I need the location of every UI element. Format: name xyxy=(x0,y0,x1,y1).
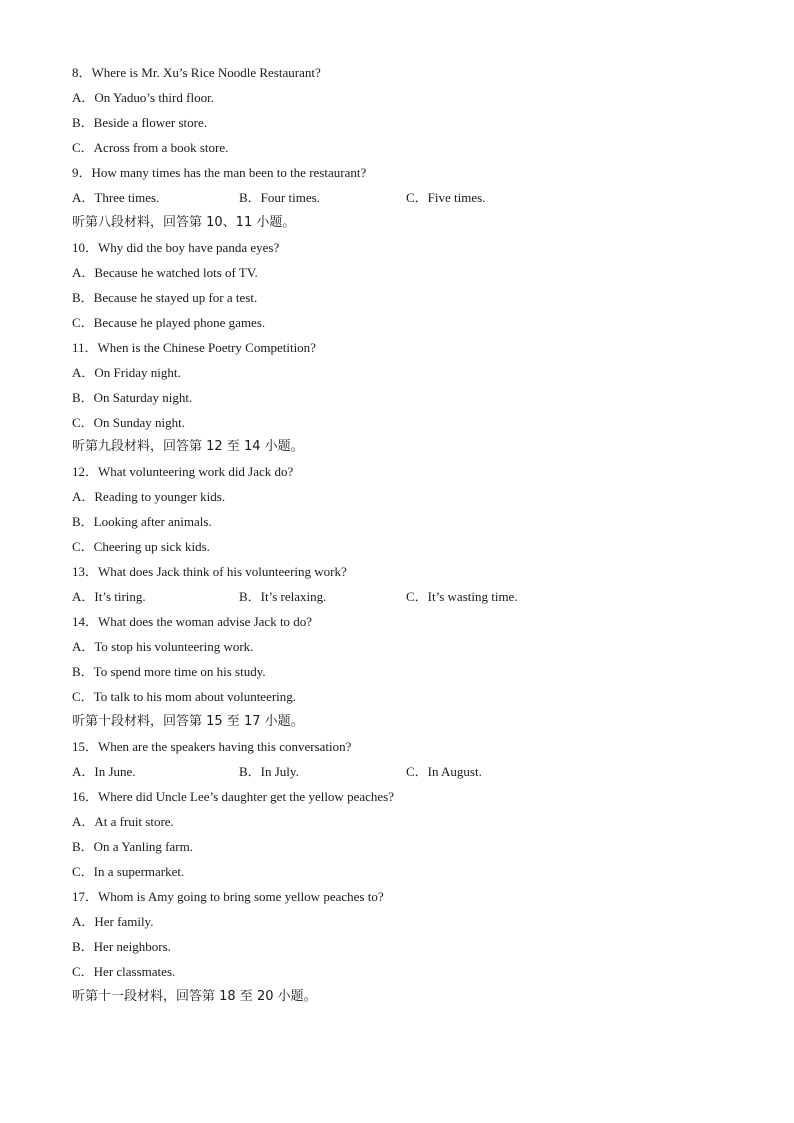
option-17a: A．Her family. xyxy=(72,914,154,929)
question-10: 10．Why did the boy have panda eyes? xyxy=(72,240,280,255)
option-13b: B．It’s relaxing. xyxy=(239,589,327,604)
section-heading-8: 听第八段材料，回答第 10、11 小题。 xyxy=(72,215,296,230)
section-heading-10: 听第十段材料，回答第 15 至 17 小题。 xyxy=(72,714,304,729)
option-12b: B．Looking after animals. xyxy=(72,514,212,529)
option-10a: A．Because he watched lots of TV. xyxy=(72,265,258,280)
option-12c: C．Cheering up sick kids. xyxy=(72,539,210,554)
section-heading-11: 听第十一段材料，回答第 18 至 20 小题。 xyxy=(72,989,317,1004)
question-16: 16．Where did Uncle Lee’s daughter get the yellow peaches? xyxy=(72,789,394,804)
option-9a: A．Three times. xyxy=(72,190,160,205)
options-row-15 xyxy=(72,762,672,782)
question-13: 13．What does Jack think of his volunteering work? xyxy=(72,564,347,579)
options-row-9 xyxy=(72,188,672,208)
option-11c: C．On Sunday night. xyxy=(72,415,186,430)
option-17c: C．Her classmates. xyxy=(72,964,176,979)
option-9c: C．Five times. xyxy=(406,190,486,205)
option-15b: B．In July. xyxy=(239,764,299,779)
option-13c: C．It’s wasting time. xyxy=(406,589,518,604)
option-13a: A．It’s tiring. xyxy=(72,589,146,604)
option-14c: C．To talk to his mom about volunteering. xyxy=(72,689,297,704)
option-16b: B．On a Yanling farm. xyxy=(72,839,193,854)
options-row-13 xyxy=(72,587,672,607)
option-8b: B．Beside a flower store. xyxy=(72,115,208,130)
question-12: 12．What volunteering work did Jack do? xyxy=(72,464,294,479)
option-12a: A．Reading to younger kids. xyxy=(72,489,226,504)
option-17b: B．Her neighbors. xyxy=(72,939,171,954)
option-16c: C．In a supermarket. xyxy=(72,864,185,879)
option-14b: B．To spend more time on his study. xyxy=(72,664,266,679)
option-9b: B．Four times. xyxy=(239,190,320,205)
option-14a: A．To stop his volunteering work. xyxy=(72,639,254,654)
option-8c: C．Across from a book store. xyxy=(72,140,229,155)
option-8a: A．On Yaduo’s third floor. xyxy=(72,90,214,105)
option-10c: C．Because he played phone games. xyxy=(72,315,266,330)
question-8: 8．Where is Mr. Xu’s Rice Noodle Restaurant? xyxy=(72,65,321,80)
option-15a: A．In June. xyxy=(72,764,136,779)
question-17: 17．Whom is Amy going to bring some yellow peaches to? xyxy=(72,889,384,904)
question-11: 11．When is the Chinese Poetry Competition? xyxy=(72,340,316,355)
option-16a: A．At a fruit store. xyxy=(72,814,174,829)
option-15c: C．In August. xyxy=(406,764,482,779)
question-15: 15．When are the speakers having this conversation? xyxy=(72,739,352,754)
section-heading-9: 听第九段材料，回答第 12 至 14 小题。 xyxy=(72,439,304,454)
option-11a: A．On Friday night. xyxy=(72,365,181,380)
option-11b: B．On Saturday night. xyxy=(72,390,193,405)
question-14: 14．What does the woman advise Jack to do? xyxy=(72,614,313,629)
option-10b: B．Because he stayed up for a test. xyxy=(72,290,258,305)
question-9: 9．How many times has the man been to the restaurant? xyxy=(72,165,367,180)
